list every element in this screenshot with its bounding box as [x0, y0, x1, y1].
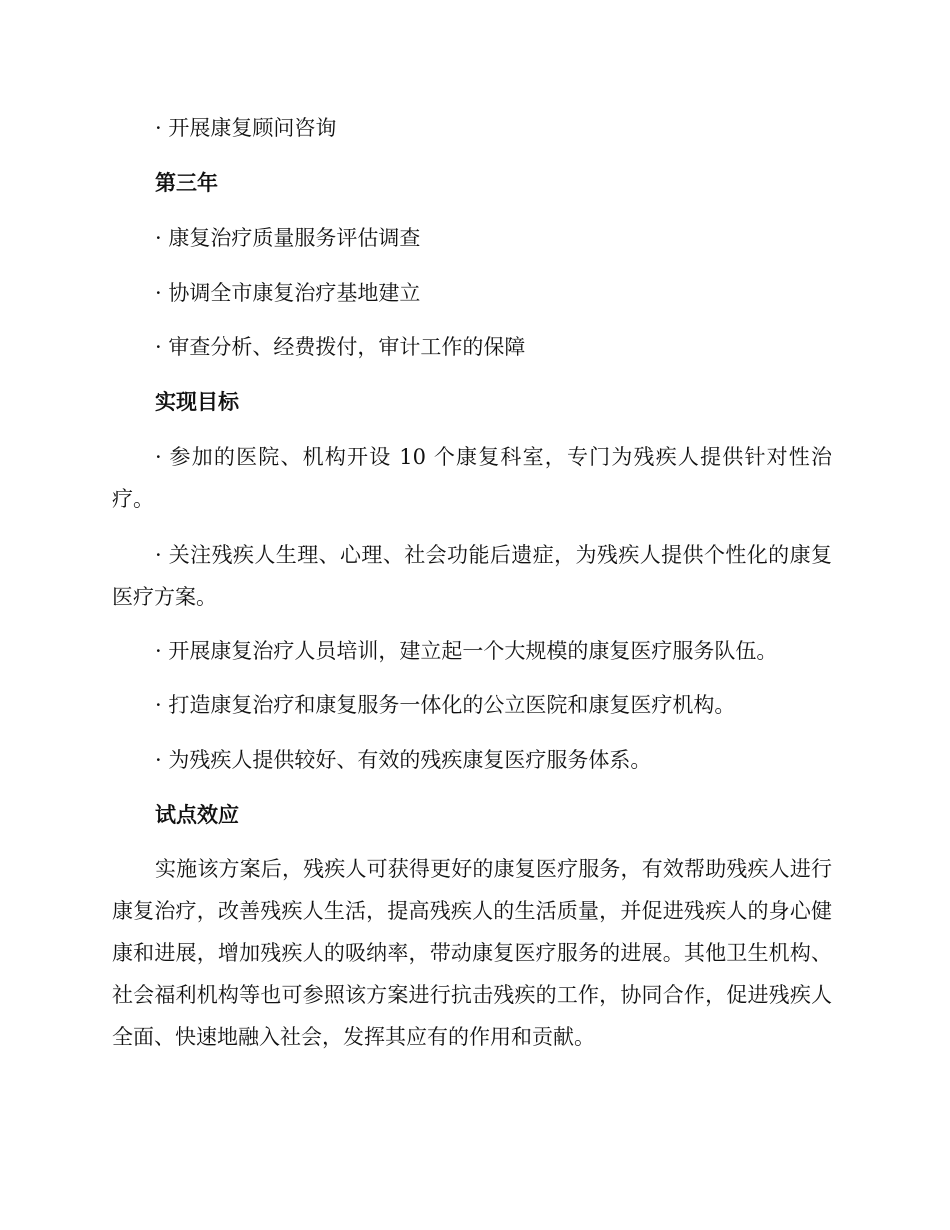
bullet-item: · 开展康复顾问咨询 — [155, 116, 337, 140]
bullet-item: · 开展康复治疗人员培训，建立起一个大规模的康复医疗服务队伍。 — [155, 639, 778, 663]
section-heading-goals: 实现目标 — [155, 389, 239, 414]
body-paragraph: 实施该方案后，残疾人可获得更好的康复医疗服务，有效帮助残疾人进行康复治疗，改善残疾人生活，提高残疾人的生活质量，并促进残疾人的身心健康和进展，增加残疾人的吸纳率，带动康复医疗服务的进展。其他卫生机构、社会福利机构等也可参照该方案进行抗击残疾的工作，协同合作，促进残疾人全面、快速地融入社会，发挥其应有的作用和贡献。 — [112, 857, 832, 1049]
bullet-item: · 协调全市康复治疗基地建立 — [155, 281, 421, 305]
bullet-item: · 为残疾人提供较好、有效的残疾康复医疗服务体系。 — [155, 748, 652, 772]
bullet-paragraph: · 关注残疾人生理、心理、社会功能后遗症，为残疾人提供个性化的康复医疗方案。 — [112, 543, 832, 609]
bullet-paragraph: · 参加的医院、机构开设 10 个康复科室，专门为残疾人提供针对性治疗。 — [112, 445, 832, 511]
bullet-item: · 审查分析、经费拨付，审计工作的保障 — [155, 335, 526, 359]
bullet-item: · 康复治疗质量服务评估调查 — [155, 226, 421, 250]
section-heading-year3: 第三年 — [155, 170, 218, 195]
bullet-item: · 打造康复治疗和康复服务一体化的公立医院和康复医疗机构。 — [155, 693, 736, 717]
section-heading-effect: 试点效应 — [155, 802, 239, 827]
